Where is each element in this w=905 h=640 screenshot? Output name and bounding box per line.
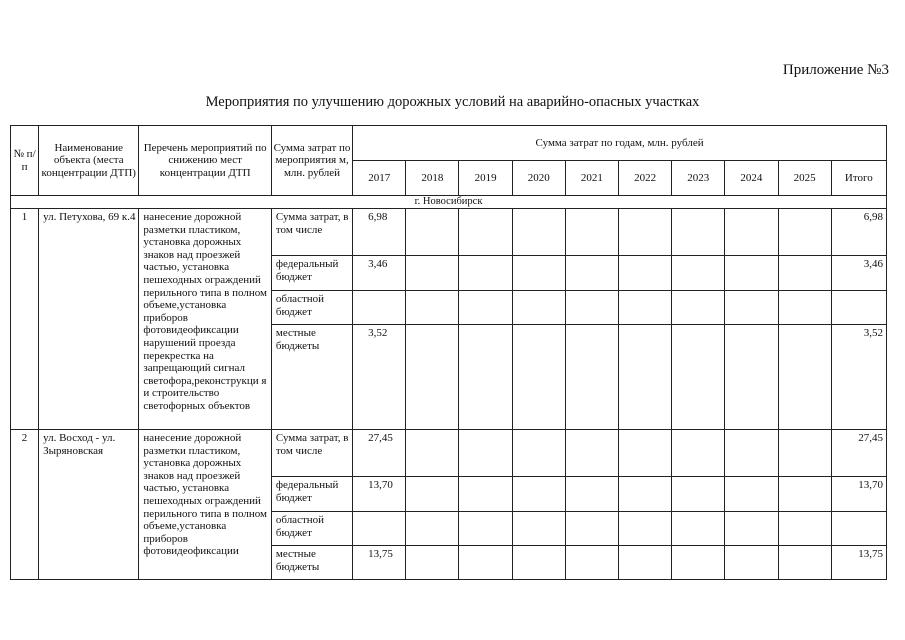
header-by-years: Сумма затрат по годам, млн. рублей <box>353 126 887 161</box>
value-2024 <box>725 430 778 477</box>
row-number: 1 <box>11 209 39 430</box>
document-title: Мероприятия по улучшению дорожных условий на аварийно-опасных участках <box>205 94 700 110</box>
header-year: 2023 <box>672 161 725 196</box>
value-2025 <box>778 512 831 546</box>
value-2019 <box>459 291 512 325</box>
value-2025 <box>778 291 831 325</box>
value-2019 <box>459 546 512 580</box>
value-2017 <box>353 291 406 325</box>
row-measures: нанесение дорожной разметки пластиком, установка дорожных знаков над проезжей частью, установка пешеходных ограждений перильного типа в полном объеме,установка приборов фотовидеофиксации нарушений проезда перекрестка на запрещающий сигнал светофора,реконструкци я и строительство светофорных объектов <box>139 209 271 430</box>
value-2018 <box>406 291 459 325</box>
value-2025 <box>778 477 831 512</box>
row-line-label: федеральный бюджет <box>271 256 352 291</box>
header-object: Наименование объекта (места концентрации ДТП) <box>39 126 139 196</box>
value-2022 <box>619 430 672 477</box>
value-2024 <box>725 512 778 546</box>
value-total: 3,52 <box>831 325 886 430</box>
value-total: 6,98 <box>831 209 886 256</box>
row-number: 2 <box>11 430 39 580</box>
value-2019 <box>459 477 512 512</box>
value-2020 <box>512 546 565 580</box>
value-total <box>831 291 886 325</box>
value-2024 <box>725 291 778 325</box>
row-line-label: местные бюджеты <box>271 325 352 430</box>
value-2021 <box>565 430 618 477</box>
value-2018 <box>406 477 459 512</box>
value-2023 <box>672 325 725 430</box>
value-2017 <box>353 512 406 546</box>
value-2020 <box>512 512 565 546</box>
measures-table <box>10 125 887 580</box>
header-year: 2022 <box>619 161 672 196</box>
value-2018 <box>406 209 459 256</box>
value-2023 <box>672 256 725 291</box>
value-2022 <box>619 256 672 291</box>
city-row <box>11 196 887 209</box>
value-2024 <box>725 209 778 256</box>
value-2020 <box>512 430 565 477</box>
value-2017: 3,52 <box>353 325 406 430</box>
header-year: 2021 <box>565 161 618 196</box>
header-year: 2025 <box>778 161 831 196</box>
value-2024 <box>725 325 778 430</box>
value-2018 <box>406 256 459 291</box>
value-2020 <box>512 209 565 256</box>
value-2021 <box>565 477 618 512</box>
header-measures: Перечень мероприятий по снижению мест концентрации ДТП <box>139 126 271 196</box>
value-2018 <box>406 546 459 580</box>
row-line-label: областной бюджет <box>271 291 352 325</box>
value-2025 <box>778 546 831 580</box>
header-year: 2017 <box>353 161 406 196</box>
value-total: 27,45 <box>831 430 886 477</box>
value-2019 <box>459 325 512 430</box>
value-total <box>831 512 886 546</box>
header-year: 2019 <box>459 161 512 196</box>
header-total: Итого <box>831 161 886 196</box>
value-2023 <box>672 546 725 580</box>
value-2020 <box>512 477 565 512</box>
value-2021 <box>565 546 618 580</box>
value-2024 <box>725 256 778 291</box>
value-2020 <box>512 256 565 291</box>
appendix-label: Приложение №3 <box>782 62 889 78</box>
value-2020 <box>512 291 565 325</box>
value-2025 <box>778 209 831 256</box>
value-2019 <box>459 209 512 256</box>
header-sum: Сумма затрат по мероприятия м, млн. рублей <box>271 126 352 196</box>
value-2022 <box>619 291 672 325</box>
header-num: № п/п <box>11 126 39 196</box>
value-2022 <box>619 546 672 580</box>
table-row <box>11 209 887 256</box>
value-2021 <box>565 291 618 325</box>
header-year: 2018 <box>406 161 459 196</box>
value-2023 <box>672 430 725 477</box>
row-line-label: областной бюджет <box>271 512 352 546</box>
header-row <box>11 126 887 161</box>
value-2025 <box>778 325 831 430</box>
row-line-label: Сумма затрат, в том числе <box>271 209 352 256</box>
value-2017: 6,98 <box>353 209 406 256</box>
value-2019 <box>459 512 512 546</box>
header-year: 2024 <box>725 161 778 196</box>
value-2023 <box>672 477 725 512</box>
value-2018 <box>406 325 459 430</box>
value-total: 3,46 <box>831 256 886 291</box>
row-measures: нанесение дорожной разметки пластиком, установка дорожных знаков над проезжей частью, установка пешеходных ограждений перильного типа в полном объеме,установка приборов фотовидеофиксации <box>139 430 271 580</box>
value-2017: 27,45 <box>353 430 406 477</box>
value-2022 <box>619 209 672 256</box>
value-2021 <box>565 256 618 291</box>
value-total: 13,70 <box>831 477 886 512</box>
value-2025 <box>778 256 831 291</box>
value-2021 <box>565 209 618 256</box>
city-label: г. Новосибирск <box>11 196 887 209</box>
value-2018 <box>406 512 459 546</box>
value-2023 <box>672 291 725 325</box>
value-2022 <box>619 512 672 546</box>
row-object: ул. Восход - ул. Зыряновская <box>39 430 139 580</box>
value-2024 <box>725 477 778 512</box>
row-object: ул. Петухова, 69 к.4 <box>39 209 139 430</box>
value-2025 <box>778 430 831 477</box>
value-2021 <box>565 512 618 546</box>
table-row <box>11 430 887 477</box>
value-2017: 3,46 <box>353 256 406 291</box>
row-line-label: Сумма затрат, в том числе <box>271 430 352 477</box>
value-2022 <box>619 477 672 512</box>
value-2017: 13,75 <box>353 546 406 580</box>
row-line-label: местные бюджеты <box>271 546 352 580</box>
value-2018 <box>406 430 459 477</box>
value-2022 <box>619 325 672 430</box>
row-line-label: федеральный бюджет <box>271 477 352 512</box>
value-2024 <box>725 546 778 580</box>
value-2019 <box>459 430 512 477</box>
header-year: 2020 <box>512 161 565 196</box>
value-total: 13,75 <box>831 546 886 580</box>
value-2021 <box>565 325 618 430</box>
value-2020 <box>512 325 565 430</box>
value-2023 <box>672 209 725 256</box>
value-2017: 13,70 <box>353 477 406 512</box>
value-2019 <box>459 256 512 291</box>
value-2023 <box>672 512 725 546</box>
